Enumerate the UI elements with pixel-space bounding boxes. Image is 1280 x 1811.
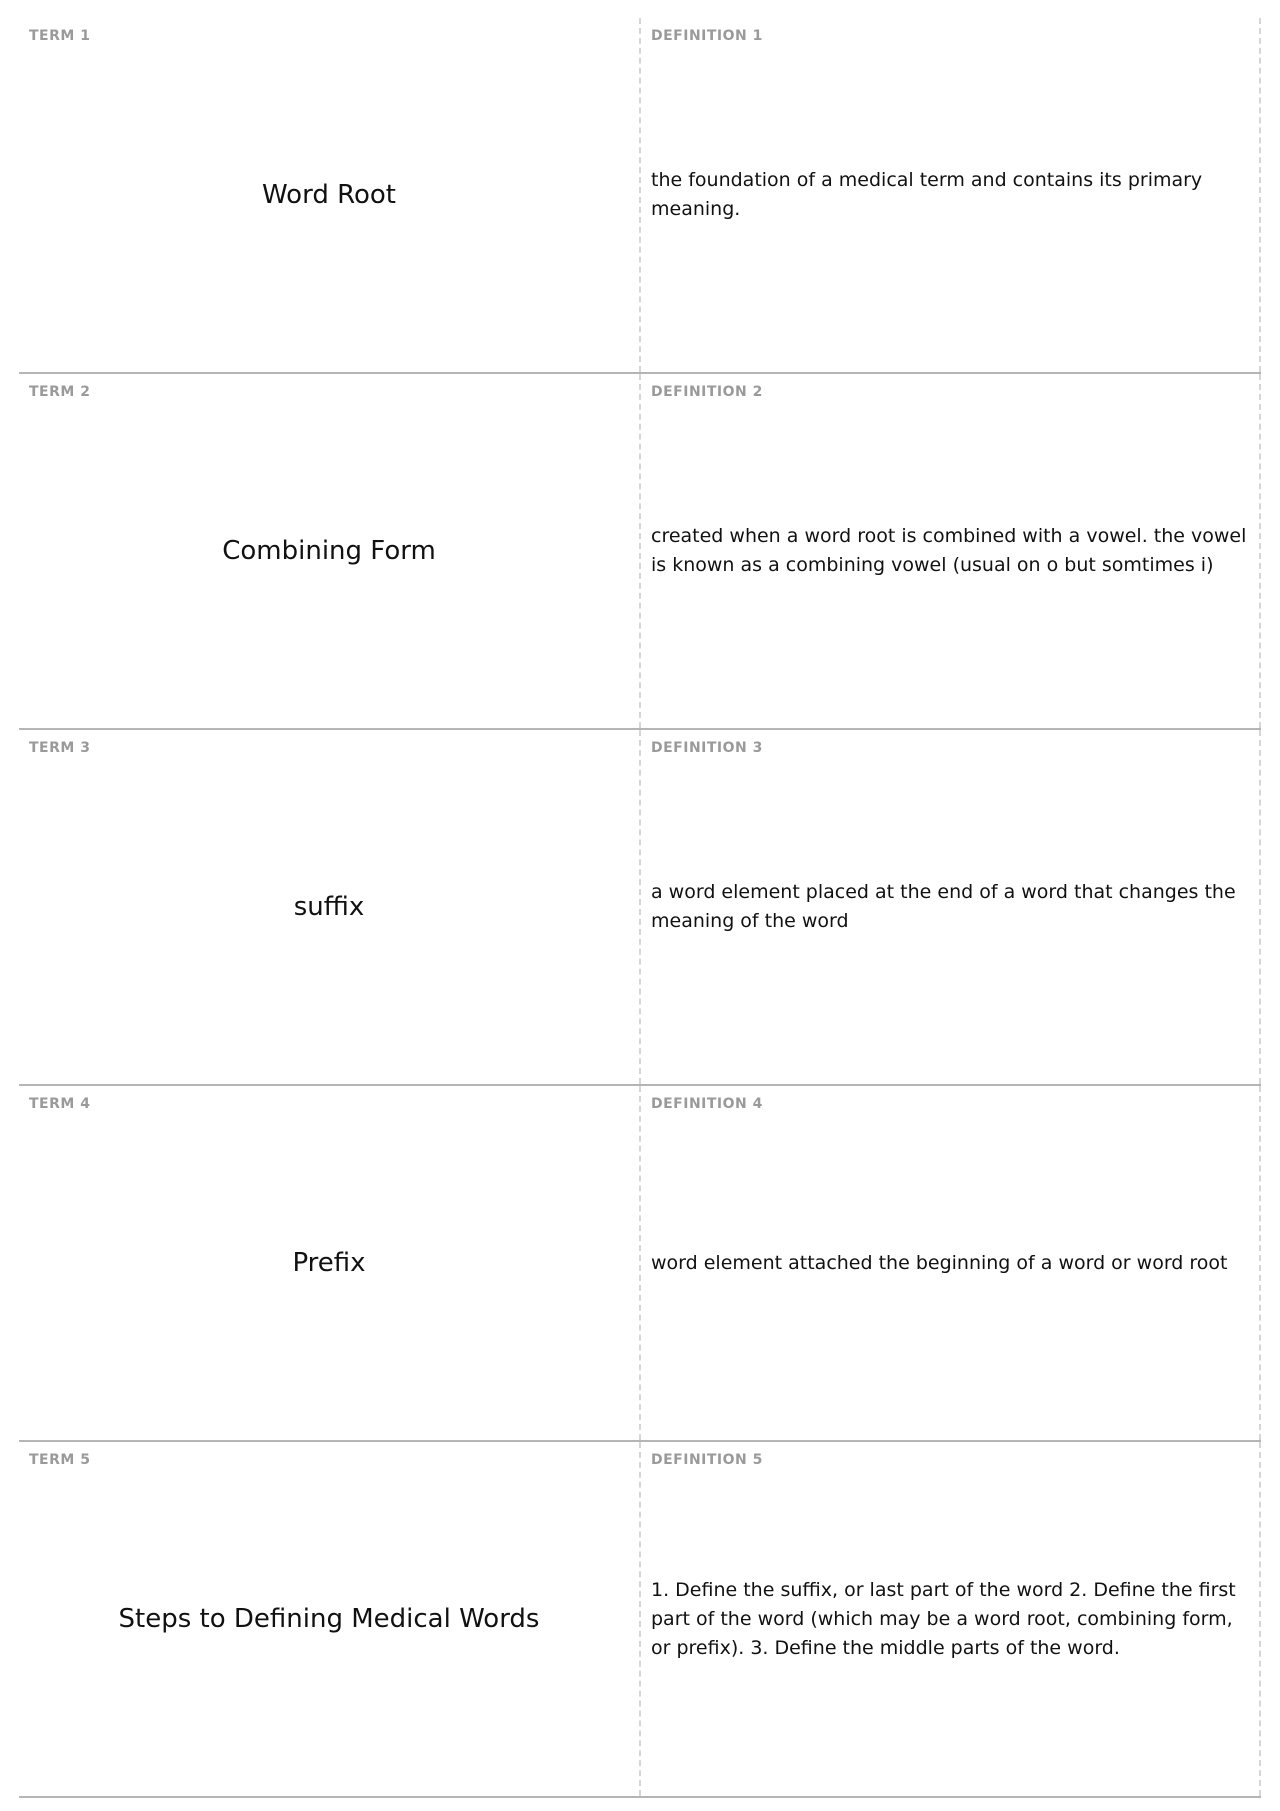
term-text: Prefix	[292, 1248, 366, 1278]
flashcard-row	[19, 1086, 1261, 1442]
definition-label: DEFINITION 1	[651, 28, 763, 44]
term-cell	[19, 1442, 641, 1796]
definition-cell	[641, 18, 1261, 372]
term-text: suffix	[293, 892, 365, 922]
definition-cell	[641, 1086, 1261, 1440]
definition-label: DEFINITION 2	[651, 384, 763, 400]
term-cell	[19, 1086, 641, 1440]
definition-text: word element attached the beginning of a word or word root	[651, 1251, 1228, 1274]
term-label: TERM 2	[29, 384, 91, 400]
term-cell	[19, 18, 641, 372]
term-label: TERM 1	[29, 28, 91, 44]
term-text: Combining Form	[222, 536, 436, 566]
term-label: TERM 5	[29, 1452, 91, 1468]
term-text: Word Root	[262, 180, 396, 210]
definition-text: a word element placed at the end of a word that changes the meaning of the word	[651, 881, 1236, 932]
term-text: Steps to Defining Medical Words	[118, 1604, 540, 1634]
definition-text: created when a word root is combined with a vowel. the vowel is known as a combining vowel (usual on o but somtimes i)	[651, 525, 1247, 576]
definition-text: 1. Define the suffix, or last part of the word 2. Define the first part of the word (which may be a word root, combining form, or prefix). 3. Define the middle parts of the word.	[651, 1578, 1236, 1659]
definition-cell	[641, 1442, 1261, 1796]
flashcard-sheet	[19, 18, 1261, 1798]
flashcard-row	[19, 730, 1261, 1086]
flashcard-row	[19, 18, 1261, 374]
definition-text: the foundation of a medical term and contains its primary meaning.	[651, 169, 1203, 220]
definition-label: DEFINITION 4	[651, 1096, 763, 1112]
term-cell	[19, 730, 641, 1084]
term-label: TERM 3	[29, 740, 91, 756]
definition-cell	[641, 374, 1261, 728]
flashcard-row	[19, 374, 1261, 730]
term-label: TERM 4	[29, 1096, 91, 1112]
term-cell	[19, 374, 641, 728]
flashcard-row	[19, 1442, 1261, 1798]
definition-cell	[641, 730, 1261, 1084]
definition-label: DEFINITION 5	[651, 1452, 763, 1468]
definition-label: DEFINITION 3	[651, 740, 763, 756]
